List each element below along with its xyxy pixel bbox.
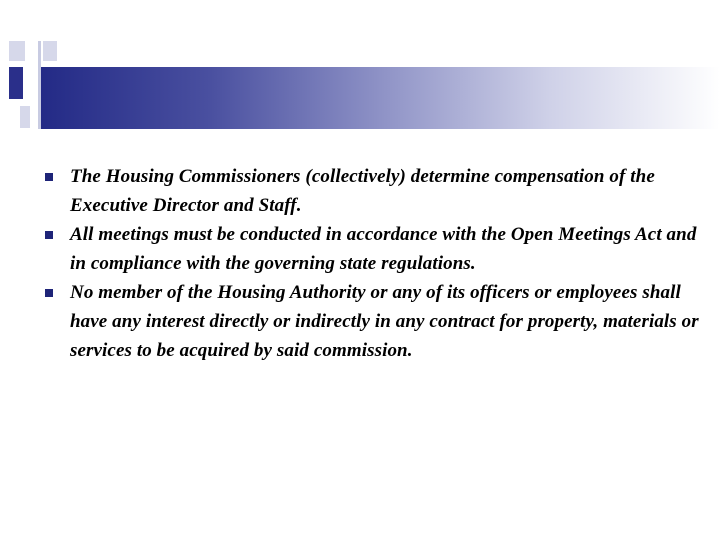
- header-decoration-block: [20, 106, 30, 128]
- bullet-list: [45, 162, 700, 365]
- bullet-text: No member of the Housing Authority or any of its officers or employees shall have any interest directly or indirectly in any contract for property, materials or services to be acquired by said commission.: [70, 282, 699, 361]
- header-decoration-block: [9, 67, 23, 99]
- bullet-text: All meetings must be conducted in accordance with the Open Meetings Act and in compliance with the governing state regulations.: [70, 224, 697, 274]
- bullet-item: [45, 220, 700, 278]
- bullet-text: The Housing Commissioners (collectively) determine compensation of the Executive Director and Staff.: [70, 166, 655, 216]
- square-bullet-icon: [45, 289, 53, 297]
- square-bullet-icon: [45, 173, 53, 181]
- square-bullet-icon: [45, 231, 53, 239]
- header-decoration-block: [43, 41, 57, 61]
- title-gradient-bar: [41, 67, 720, 129]
- bullet-item: [45, 278, 700, 365]
- bullet-item: [45, 162, 700, 220]
- header-decoration-block: [9, 41, 25, 61]
